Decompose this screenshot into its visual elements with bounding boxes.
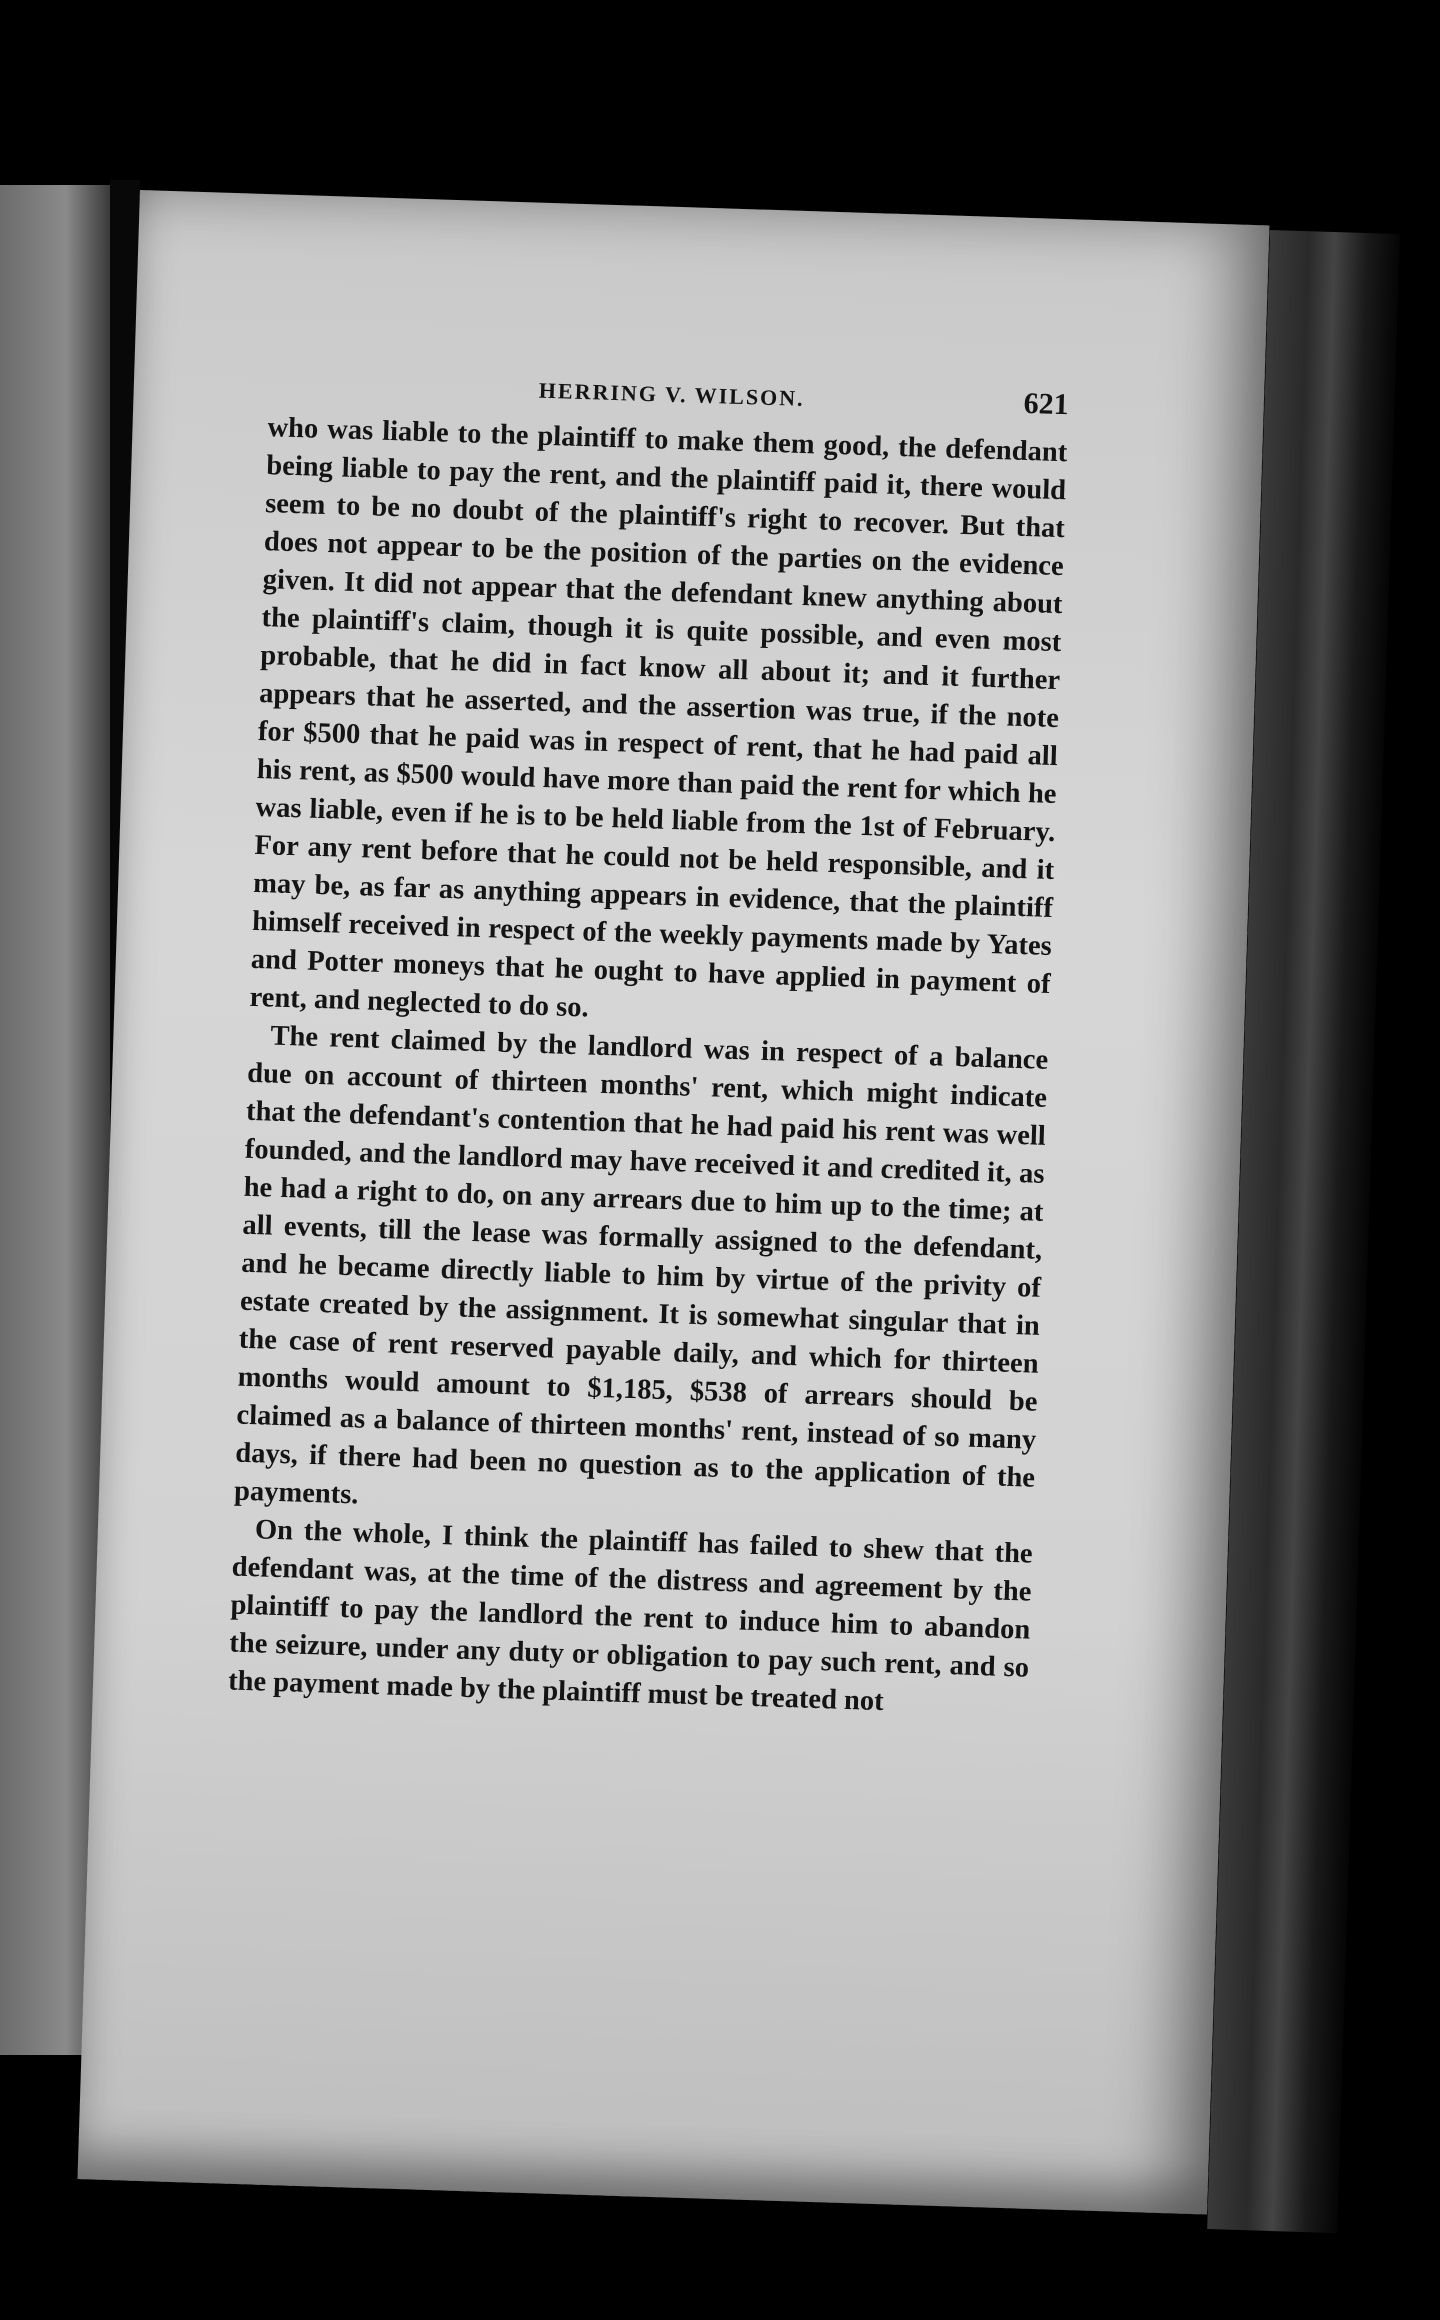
running-head: HERRING V. WILSON. bbox=[538, 377, 806, 411]
page-number: 621 bbox=[1023, 386, 1070, 422]
page-content bbox=[228, 369, 1069, 1725]
book-page bbox=[77, 190, 1269, 2215]
paragraph-1: who was liable to the plaintiff to make them good, the defendant being liable to pay the rent, and the plaintiff paid it, there would seem to be no doubt of the plaintiff's right to recover. But that does not appear to be the position of the parties on the evidence given. It did not appear that the defendant knew anything about the plaintiff's claim, though it is quite possible, and even most probable, that he did in fact know all about it; and it further appears that he asserted, and the assertion was true, if the note for $500 that he paid was in respect of rent, that he had paid all his rent, as $500 would have more than paid the rent for which he was liable, even if he is to be held liable from the 1st of February. For any rent before that he could not be held responsible, and it may be, as far as anything appears in evidence, that the plaintiff himself received in respect of the weekly payments made by Yates and Potter moneys that he ought to have applied in payment of rent, and neglected to do so. bbox=[249, 412, 1068, 1024]
paragraph-2: The rent claimed by the landlord was in respect of a balance due on account of thirteen months' rent, which might indicate that the defendant's contention that he had paid his rent was well founded, and the landlord may have received it and credited it, as he had a right to do, on any arrears due to him up to the time; at all events, till the lease was formally assigned to the defendant, and he became directly liable to him by virtue of the privity of estate created by the assignment. It is somewhat singular that in the case of rent reserved payable daily, and which for thirteen months would amount to $1,185, $538 of arrears should be claimed as a balance of thirteen months' rent, instead of so many days, if there had been no question as to the application of the payments. bbox=[233, 1020, 1049, 1511]
paragraph-3: On the whole, I think the plaintiff has failed to shew that the defendant was, at the time of the distress and agreement by the plaintiff to pay the landlord the rent to induce him to abandon the seizure, under any duty or obligation to pay such rent, and so the payment made by the plaintiff must be treated not bbox=[227, 1514, 1034, 1718]
